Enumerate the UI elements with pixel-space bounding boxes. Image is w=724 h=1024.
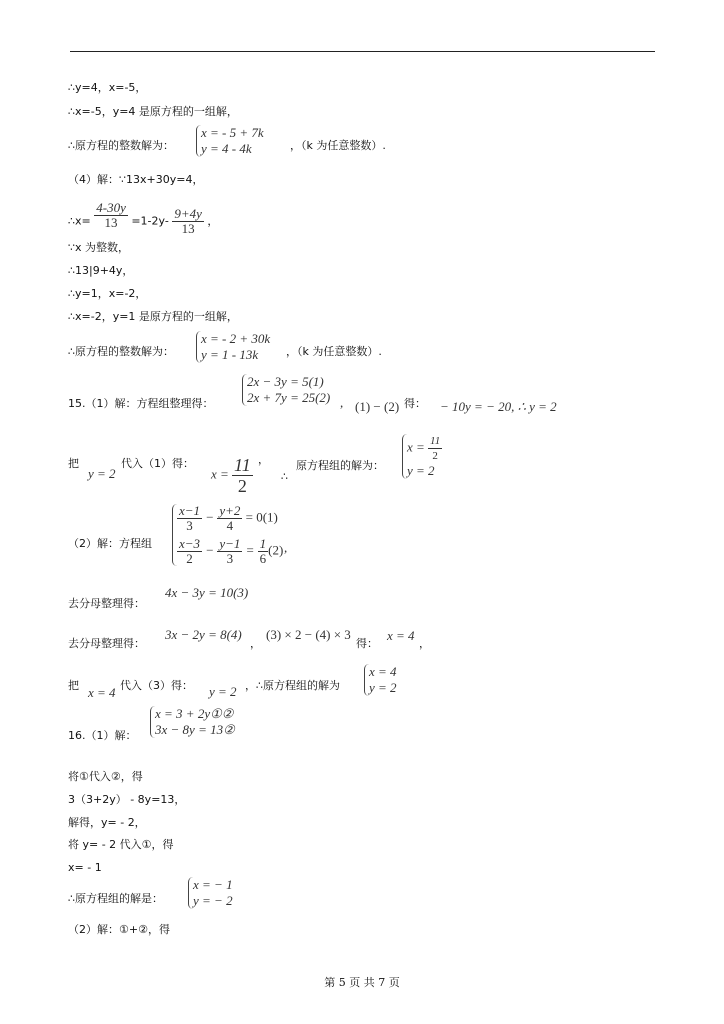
- equation-system: x = - 2 + 30k y = 1 - 13k: [196, 331, 270, 363]
- equation-system: x = − 1 y = − 2: [188, 877, 233, 909]
- text-line: 解得，y= - 2，: [68, 816, 146, 829]
- text-line: ∴: [281, 470, 288, 483]
- text-line: ∴x=-2，y=1 是原方程的一组解，: [68, 310, 238, 323]
- text-line: ∵x 为整数，: [68, 241, 130, 254]
- text-line: 把: [68, 457, 79, 470]
- text-line: 得：: [404, 397, 426, 410]
- text-line: ∴y=1，x=-2，: [68, 287, 147, 300]
- text-line: x= - 1: [68, 861, 102, 874]
- comma: ,: [340, 395, 344, 410]
- text-line: 15.（1）解：方程组整理得：: [68, 397, 214, 410]
- equation-system: x = 4 y = 2: [364, 664, 397, 696]
- page-footer: 第 5 页 共 7 页: [324, 976, 400, 989]
- text-line: （2）解：①+②，得: [68, 923, 170, 936]
- text-line: ，: [419, 637, 430, 650]
- equation-system: x = 3 + 2y①② 3x − 8y = 13②: [150, 706, 235, 738]
- formula-line: ∴x= $\frac{4-30y}{13}$ =1-2y- $\frac{9+4y}{13}$ ，: [68, 200, 219, 236]
- math: x = $\frac{11}{2}$: [211, 455, 251, 496]
- text-line: ，∴原方程组的解为: [245, 679, 340, 692]
- comma: ,: [284, 540, 288, 555]
- text-line: ∴原方程的整数解为：: [68, 345, 174, 358]
- math: y = 2: [88, 466, 116, 481]
- text-line: 3（3+2y） - 8y=13，: [68, 793, 186, 806]
- math: 3x − 2y = 8(4): [165, 627, 242, 642]
- text-line: 将 y= - 2 代入①，得: [68, 838, 174, 851]
- equation-system: x = $\frac{11}{2}$ y = 2: [402, 434, 442, 479]
- math: y = 2: [209, 684, 237, 699]
- text-line: 去分母整理得：: [68, 637, 145, 650]
- text-line: 将①代入②，得: [68, 770, 143, 783]
- math: x = 4: [88, 685, 116, 700]
- text-line: 去分母整理得：: [68, 597, 145, 610]
- text-line: ∴x=-5，y=4 是原方程的一组解，: [68, 105, 238, 118]
- text-line: ∴原方程组的解是：: [68, 892, 163, 905]
- text-line: ，（k 为任意整数）.: [286, 345, 382, 358]
- text-line: （2）解：方程组: [68, 537, 152, 550]
- math: 4x − 3y = 10(3): [165, 585, 249, 600]
- text-line: 把: [68, 679, 79, 692]
- text-line: ∴原方程的整数解为：: [68, 139, 174, 152]
- equation-system: $\frac{x-1}{3}$ − $\frac{y+2}{4}$ = 0(1) $\frac{x-3}{2}$ − $\frac{y-1}{3}$ = $\frac{1}{6}$ (2): [172, 504, 283, 566]
- text-line: 得：: [356, 637, 378, 650]
- operation: (3) × 2 − (4) × 3: [266, 627, 351, 642]
- text-line: 16.（1）解：: [68, 729, 137, 742]
- text-line: ，: [258, 453, 269, 466]
- text-line: ∴y=4，x=-5，: [68, 81, 147, 94]
- text-line: ，（k 为任意整数）.: [290, 139, 386, 152]
- header-rule: [70, 51, 655, 52]
- equation-system: x = - 5 + 7k y = 4 - 4k: [196, 125, 264, 157]
- text-line: （4）解：∵13x+30y=4，: [68, 173, 204, 186]
- equation-system: 2x − 3y = 5(1) 2x + 7y = 25(2): [242, 374, 330, 406]
- text-line: 代入（1）得：: [121, 457, 194, 470]
- text-line: 代入（3）得：: [120, 679, 193, 692]
- math: x = 4: [387, 628, 415, 643]
- operation: (1) − (2): [355, 399, 400, 414]
- text-line: ∴13|9+4y，: [68, 264, 134, 277]
- text-line: ，: [250, 637, 261, 650]
- text-line: 原方程组的解为：: [296, 459, 384, 472]
- result: − 10y = − 20, ∴ y = 2: [440, 399, 557, 414]
